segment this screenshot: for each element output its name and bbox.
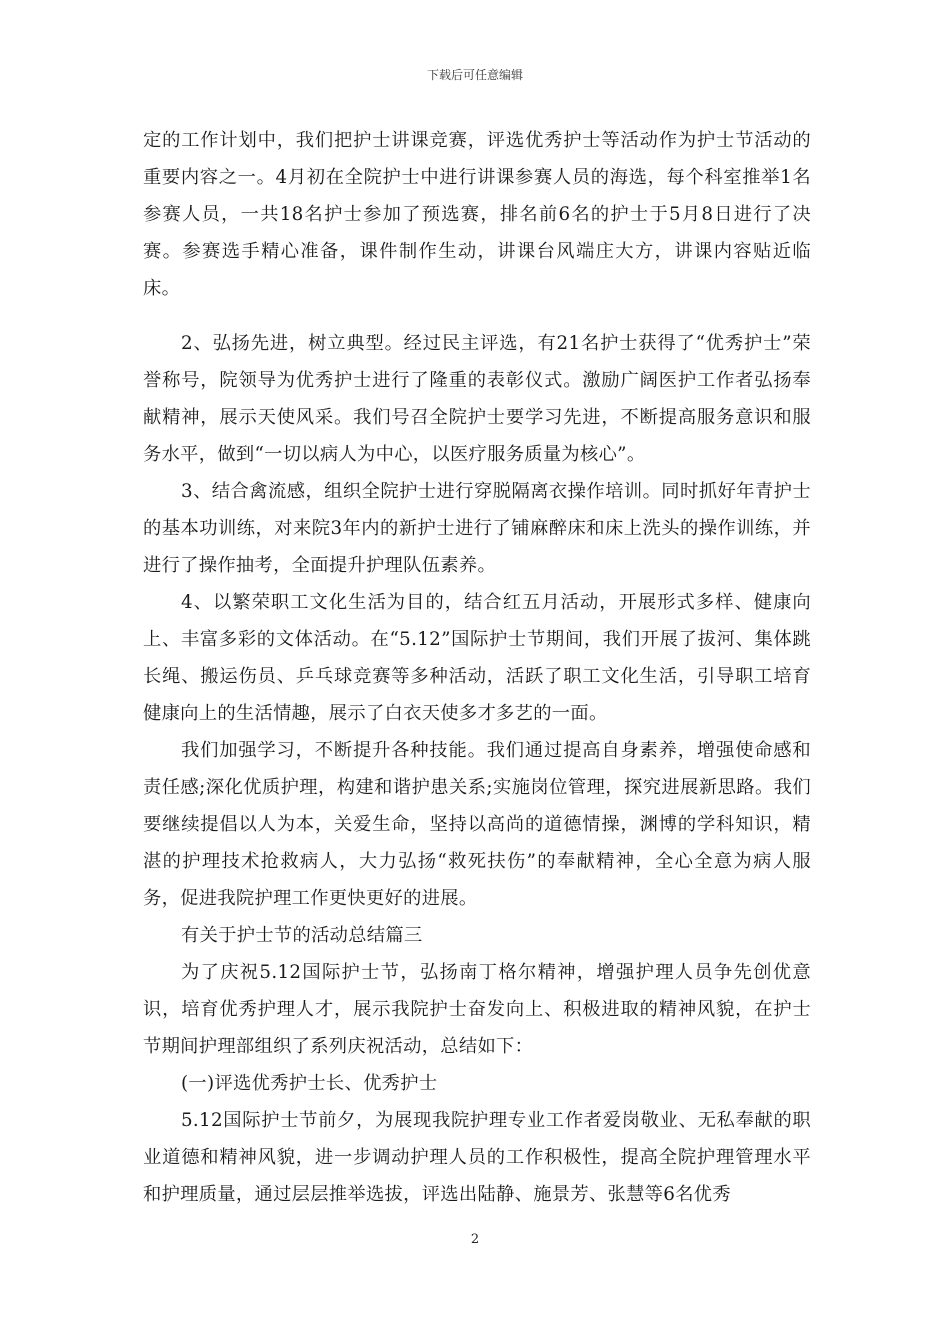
page-header: 下载后可任意编辑 — [426, 68, 523, 82]
paragraph-item-4: 4、以繁荣职工文化生活为目的，结合红五月活动，开展形式多样、健康向上、丰富多彩的文体活动。在“5.12”国际护士节期间，我们开展了拔河、集体跳长绳、搬运伤员、乒乓球竞赛等多种活动，活跃了职工文化生活，引导职工培育健康向上的生活情趣，展示了白衣天使多才多艺的一面。 — [143, 592, 811, 724]
document-body — [143, 122, 811, 1213]
subsection-heading: (一)评选优秀护士长、优秀护士 — [181, 1073, 438, 1094]
paragraph-selection: 5.12国际护士节前夕，为展现我院护理专业工作者爱岗敬业、无私奉献的职业道德和精神风貌，进一步调动护理人员的工作积极性，提高全院护理管理水平和护理质量，通过层层推举选拔，评选出陆静、施景芳、张慧等6名优秀 — [143, 1110, 811, 1205]
paragraph-intro: 为了庆祝5.12国际护士节，弘扬南丁格尔精神，增强护理人员争先创优意识，培育优秀护理人才，展示我院护士奋发向上、积极进取的精神风貌，在护士节期间护理部组织了系列庆祝活动，总结如下： — [143, 962, 811, 1057]
paragraph-continuation: 定的工作计划中，我们把护士讲课竞赛，评选优秀护士等活动作为护士节活动的重要内容之一。4月初在全院护士中进行讲课参赛人员的海选，每个科室推举1名参赛人员，一共18名护士参加了预选赛，排名前6名的护士于5月8日进行了决赛。参赛选手精心准备，课件制作生动，讲课台风端庄大方，讲课内容贴近临床。 — [143, 130, 811, 299]
paragraph-item-2: 2、弘扬先进，树立典型。经过民主评选，有21名护士获得了“优秀护士”荣誉称号，院领导为优秀护士进行了隆重的表彰仪式。激励广阔医护工作者弘扬奉献精神，展示天使风采。我们号召全院护士要学习先进，不断提高服务意识和服务水平，做到“一切以病人为中心，以医疗服务质量为核心”。 — [143, 333, 811, 465]
section-title: 有关于护士节的活动总结篇三 — [181, 925, 423, 946]
paragraph-item-3: 3、结合禽流感，组织全院护士进行穿脱隔离衣操作培训。同时抓好年青护士的基本功训练，对来院3年内的新护士进行了铺麻醉床和床上洗头的操作训练，并进行了操作抽考，全面提升护理队伍素养。 — [143, 481, 811, 576]
page-number: 2 — [470, 1232, 480, 1247]
paragraph-conclusion: 我们加强学习，不断提升各种技能。我们通过提高自身素养，增强使命感和责任感;深化优质护理，构建和谐护患关系;实施岗位管理，探究进展新思路。我们要继续提倡以人为本，关爱生命，坚持以高尚的道德情操，渊博的学科知识，精湛的护理技术抢救病人，大力弘扬“救死扶伤”的奉献精神，全心全意为病人服务，促进我院护理工作更快更好的进展。 — [143, 740, 811, 909]
